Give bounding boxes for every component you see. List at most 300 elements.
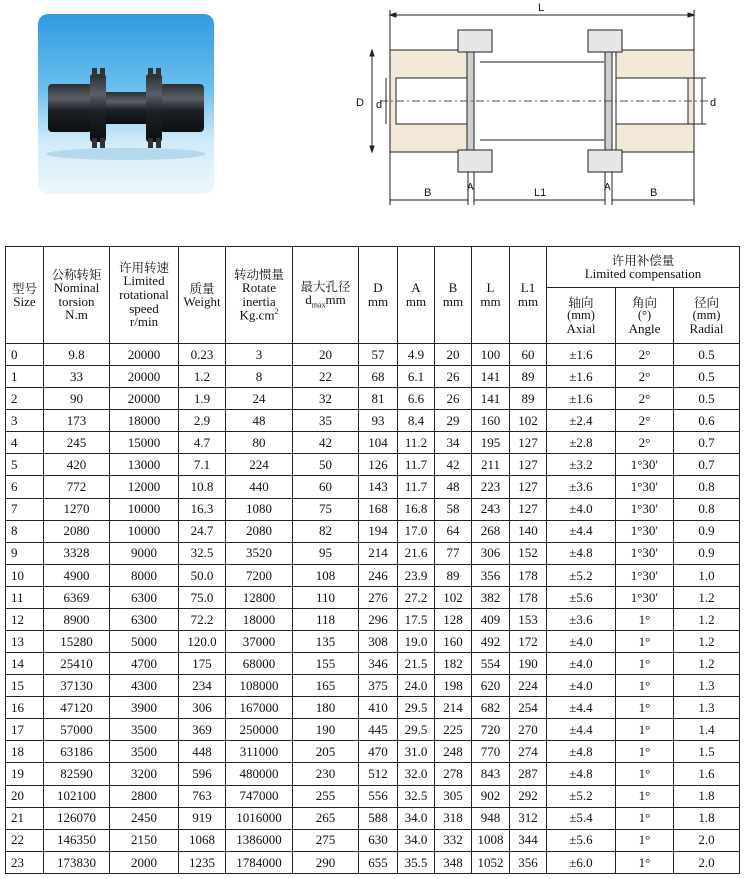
table-cell: 3520 xyxy=(226,542,293,564)
table-cell: 588 xyxy=(359,807,398,829)
table-cell: ±1.6 xyxy=(547,388,616,410)
table-cell: 224 xyxy=(510,675,547,697)
table-cell: ±4.0 xyxy=(547,653,616,675)
label-B-right: B xyxy=(650,187,658,199)
table-row xyxy=(6,785,740,807)
table-cell: 5 xyxy=(6,454,44,476)
table-cell: 29.5 xyxy=(398,697,435,719)
table-cell: 7.1 xyxy=(179,454,226,476)
table-row xyxy=(6,366,740,388)
table-cell: 34 xyxy=(435,432,472,454)
table-cell: 16.3 xyxy=(179,498,226,520)
table-cell: 4900 xyxy=(44,564,110,586)
table-cell: 81 xyxy=(359,388,398,410)
table-cell: 369 xyxy=(179,719,226,741)
table-cell: 172 xyxy=(510,631,547,653)
table-cell: 64 xyxy=(435,520,472,542)
table-cell: 620 xyxy=(472,675,510,697)
table-cell: 29 xyxy=(435,410,472,432)
table-cell: 470 xyxy=(359,741,398,763)
table-cell: 32 xyxy=(293,388,359,410)
table-cell: 16.8 xyxy=(398,498,435,520)
table-cell: 127 xyxy=(510,454,547,476)
table-cell: ±6.0 xyxy=(547,851,616,873)
table-row xyxy=(6,675,740,697)
table-cell: 48 xyxy=(435,476,472,498)
table-cell: 178 xyxy=(510,564,547,586)
table-cell: ±4.8 xyxy=(547,542,616,564)
table-cell: 120.0 xyxy=(179,631,226,653)
table-cell: 35 xyxy=(293,410,359,432)
table-cell: 27.2 xyxy=(398,586,435,608)
table-cell: 2.9 xyxy=(179,410,226,432)
table-cell: 195 xyxy=(472,432,510,454)
table-cell: 2000 xyxy=(110,851,179,873)
table-cell: 48 xyxy=(226,410,293,432)
table-cell: 34.0 xyxy=(398,829,435,851)
table-cell: 13000 xyxy=(110,454,179,476)
table-cell: 32.5 xyxy=(398,785,435,807)
table-cell: 556 xyxy=(359,785,398,807)
table-cell: ±3.6 xyxy=(547,476,616,498)
table-cell: 332 xyxy=(435,829,472,851)
table-cell: 33 xyxy=(44,366,110,388)
table-cell: 3328 xyxy=(44,542,110,564)
table-cell: 292 xyxy=(510,785,547,807)
table-cell: 902 xyxy=(472,785,510,807)
table-cell: ±4.4 xyxy=(547,697,616,719)
table-cell: ±4.4 xyxy=(547,719,616,741)
table-cell: 68000 xyxy=(226,653,293,675)
table-cell: 57 xyxy=(359,344,398,366)
table-cell: 127 xyxy=(510,476,547,498)
table-cell: 1080 xyxy=(226,498,293,520)
table-cell: 0.5 xyxy=(674,388,740,410)
table-cell: 20 xyxy=(6,785,44,807)
table-row xyxy=(6,807,740,829)
header-bore: 最大孔径 $d_{max}mm$ xyxy=(293,247,359,344)
table-cell: 1° xyxy=(616,785,674,807)
table-cell: 23 xyxy=(6,851,44,873)
table-row xyxy=(6,586,740,608)
table-cell: 3500 xyxy=(110,741,179,763)
label-A-right: A xyxy=(604,182,611,193)
table-cell: 448 xyxy=(179,741,226,763)
table-row xyxy=(6,432,740,454)
table-cell: 1.2 xyxy=(179,366,226,388)
table-cell: 3 xyxy=(226,344,293,366)
table-row xyxy=(6,741,740,763)
table-cell: 275 xyxy=(293,829,359,851)
table-cell: 8 xyxy=(226,366,293,388)
table-cell: 80 xyxy=(226,432,293,454)
table-cell: 843 xyxy=(472,763,510,785)
table-cell: 89 xyxy=(510,388,547,410)
table-cell: 31.0 xyxy=(398,741,435,763)
table-cell: 77 xyxy=(435,542,472,564)
table-cell: 1.4 xyxy=(674,719,740,741)
table-cell: 126070 xyxy=(44,807,110,829)
table-cell: 1°30′ xyxy=(616,564,674,586)
table-cell: 2° xyxy=(616,388,674,410)
table-cell: 173 xyxy=(44,410,110,432)
table-cell: 21.6 xyxy=(398,542,435,564)
table-cell: 492 xyxy=(472,631,510,653)
table-cell: 160 xyxy=(435,631,472,653)
table-cell: 382 xyxy=(472,586,510,608)
header-angle: 角向 (°) Angle xyxy=(616,288,674,344)
table-cell: 655 xyxy=(359,851,398,873)
table-cell: 26 xyxy=(435,388,472,410)
table-cell: 306 xyxy=(179,697,226,719)
table-cell: 3500 xyxy=(110,719,179,741)
table-row xyxy=(6,608,740,630)
table-cell: 1° xyxy=(616,829,674,851)
table-row xyxy=(6,498,740,520)
table-cell: 0.23 xyxy=(179,344,226,366)
table-cell: 1.9 xyxy=(179,388,226,410)
table-cell: 32.5 xyxy=(179,542,226,564)
table-cell: 9 xyxy=(6,542,44,564)
table-cell: 480000 xyxy=(226,763,293,785)
table-cell: ±4.0 xyxy=(547,498,616,520)
table-cell: 50.0 xyxy=(179,564,226,586)
table-cell: 747000 xyxy=(226,785,293,807)
table-cell: 50 xyxy=(293,454,359,476)
table-row xyxy=(6,631,740,653)
table-cell: 1° xyxy=(616,653,674,675)
table-cell: 8 xyxy=(6,520,44,542)
table-cell: 1° xyxy=(616,763,674,785)
table-cell: ±2.8 xyxy=(547,432,616,454)
table-cell: 308 xyxy=(359,631,398,653)
table-cell: 194 xyxy=(359,520,398,542)
table-cell: 224 xyxy=(226,454,293,476)
spec-table xyxy=(5,246,740,874)
table-cell: 102 xyxy=(510,410,547,432)
table-cell: 223 xyxy=(472,476,510,498)
header-B: B mm xyxy=(435,247,472,344)
table-cell: 2.0 xyxy=(674,829,740,851)
table-cell: 720 xyxy=(472,719,510,741)
table-cell: 3200 xyxy=(110,763,179,785)
table-cell: 4 xyxy=(6,432,44,454)
table-cell: 182 xyxy=(435,653,472,675)
table-cell: 190 xyxy=(510,653,547,675)
table-cell: 1.2 xyxy=(674,631,740,653)
table-body xyxy=(6,344,740,874)
table-cell: ±5.2 xyxy=(547,785,616,807)
table-cell: 230 xyxy=(293,763,359,785)
table-cell: 90 xyxy=(44,388,110,410)
table-cell: 18 xyxy=(6,741,44,763)
table-cell: 20000 xyxy=(110,366,179,388)
table-cell: 89 xyxy=(435,564,472,586)
table-cell: 8.4 xyxy=(398,410,435,432)
table-cell: 4.7 xyxy=(179,432,226,454)
table-cell: 17.0 xyxy=(398,520,435,542)
table-cell: 420 xyxy=(44,454,110,476)
table-cell: 165 xyxy=(293,675,359,697)
table-cell: 2800 xyxy=(110,785,179,807)
table-cell: 20000 xyxy=(110,344,179,366)
table-cell: 22 xyxy=(6,829,44,851)
table-cell: ±4.8 xyxy=(547,763,616,785)
table-cell: 1° xyxy=(616,741,674,763)
table-row xyxy=(6,829,740,851)
table-cell: 11.7 xyxy=(398,476,435,498)
table-cell: 20000 xyxy=(110,388,179,410)
table-cell: 17 xyxy=(6,719,44,741)
table-cell: 126 xyxy=(359,454,398,476)
table-cell: 24.0 xyxy=(398,675,435,697)
coupling-image xyxy=(38,14,214,194)
table-cell: 255 xyxy=(293,785,359,807)
table-cell: 1.2 xyxy=(674,608,740,630)
table-cell: 1° xyxy=(616,608,674,630)
label-L1: L1 xyxy=(534,187,547,199)
table-cell: 23.9 xyxy=(398,564,435,586)
table-cell: 274 xyxy=(510,741,547,763)
header-radial: 径向 (mm) Radial xyxy=(674,288,740,344)
table-cell: 168 xyxy=(359,498,398,520)
table-cell: 348 xyxy=(435,851,472,873)
table-cell: 110 xyxy=(293,586,359,608)
table-cell: 0 xyxy=(6,344,44,366)
table-cell: 8900 xyxy=(44,608,110,630)
header-axial: 轴向 (mm) Axial xyxy=(547,288,616,344)
table-cell: 11 xyxy=(6,586,44,608)
table-cell: 0.5 xyxy=(674,366,740,388)
table-cell: 20 xyxy=(435,344,472,366)
table-cell: 6 xyxy=(6,476,44,498)
table-cell: 102 xyxy=(435,586,472,608)
table-cell: 72.2 xyxy=(179,608,226,630)
table-cell: 512 xyxy=(359,763,398,785)
table-cell: 311000 xyxy=(226,741,293,763)
table-cell: ±4.8 xyxy=(547,741,616,763)
table-cell: ±4.0 xyxy=(547,631,616,653)
table-cell: 141 xyxy=(472,366,510,388)
table-cell: 225 xyxy=(435,719,472,741)
table-cell: 12800 xyxy=(226,586,293,608)
table-cell: 1784000 xyxy=(226,851,293,873)
table-cell: 63186 xyxy=(44,741,110,763)
table-cell: 630 xyxy=(359,829,398,851)
table-cell: 9000 xyxy=(110,542,179,564)
header-compensation: 许用补偿量 Limited compensation xyxy=(547,247,740,288)
table-cell: 60 xyxy=(510,344,547,366)
table-cell: 2150 xyxy=(110,829,179,851)
table-cell: 37000 xyxy=(226,631,293,653)
table-cell: 118 xyxy=(293,608,359,630)
table-cell: 7200 xyxy=(226,564,293,586)
table-cell: 10000 xyxy=(110,520,179,542)
table-cell: 12 xyxy=(6,608,44,630)
table-cell: 60 xyxy=(293,476,359,498)
table-cell: 276 xyxy=(359,586,398,608)
table-cell: 682 xyxy=(472,697,510,719)
table-row xyxy=(6,454,740,476)
table-cell: 287 xyxy=(510,763,547,785)
table-cell: 190 xyxy=(293,719,359,741)
table-cell: 270 xyxy=(510,719,547,741)
header-A: A mm xyxy=(398,247,435,344)
table-cell: 772 xyxy=(44,476,110,498)
table-cell: 1.2 xyxy=(674,586,740,608)
table-row xyxy=(6,542,740,564)
table-cell: 11.2 xyxy=(398,432,435,454)
table-cell: 1052 xyxy=(472,851,510,873)
table-cell: 440 xyxy=(226,476,293,498)
table-cell: 1.5 xyxy=(674,741,740,763)
table-cell: 42 xyxy=(293,432,359,454)
table-cell: 100 xyxy=(472,344,510,366)
table-cell: 410 xyxy=(359,697,398,719)
table-cell: 10000 xyxy=(110,498,179,520)
table-cell: 37130 xyxy=(44,675,110,697)
table-cell: 75.0 xyxy=(179,586,226,608)
table-cell: 198 xyxy=(435,675,472,697)
table-cell: 6369 xyxy=(44,586,110,608)
table-cell: 11.7 xyxy=(398,454,435,476)
table-row xyxy=(6,344,740,366)
table-cell: 0.8 xyxy=(674,476,740,498)
table-cell: 21 xyxy=(6,807,44,829)
table-cell: 13 xyxy=(6,631,44,653)
table-cell: 34.0 xyxy=(398,807,435,829)
table-cell: 306 xyxy=(472,542,510,564)
header-D: D mm xyxy=(359,247,398,344)
table-row xyxy=(6,410,740,432)
table-cell: 1°30′ xyxy=(616,454,674,476)
table-cell: 57000 xyxy=(44,719,110,741)
table-cell: 19 xyxy=(6,763,44,785)
table-cell: 1 xyxy=(6,366,44,388)
table-cell: 152 xyxy=(510,542,547,564)
table-cell: 596 xyxy=(179,763,226,785)
table-cell: 1.2 xyxy=(674,653,740,675)
table-cell: 89 xyxy=(510,366,547,388)
label-d-right: d xyxy=(710,97,717,109)
table-cell: 1°30′ xyxy=(616,542,674,564)
table-cell: 1.6 xyxy=(674,763,740,785)
table-cell: 1270 xyxy=(44,498,110,520)
table-cell: 17.5 xyxy=(398,608,435,630)
table-cell: 127 xyxy=(510,432,547,454)
table-cell: 1° xyxy=(616,719,674,741)
table-cell: 296 xyxy=(359,608,398,630)
table-cell: 25410 xyxy=(44,653,110,675)
table-cell: 3900 xyxy=(110,697,179,719)
table-cell: 140 xyxy=(510,520,547,542)
table-cell: 1016000 xyxy=(226,807,293,829)
table-cell: 7 xyxy=(6,498,44,520)
table-cell: ±5.2 xyxy=(547,564,616,586)
table-cell: 108000 xyxy=(226,675,293,697)
table-cell: 0.6 xyxy=(674,410,740,432)
label-L: L xyxy=(538,2,545,14)
table-cell: 245 xyxy=(44,432,110,454)
table-cell: 1.8 xyxy=(674,785,740,807)
table-cell: ±1.6 xyxy=(547,344,616,366)
table-cell: 1°30′ xyxy=(616,520,674,542)
table-cell: ±2.4 xyxy=(547,410,616,432)
table-cell: 12000 xyxy=(110,476,179,498)
table-cell: 10 xyxy=(6,564,44,586)
table-cell: 1.0 xyxy=(674,564,740,586)
table-cell: 4.9 xyxy=(398,344,435,366)
table-cell: 278 xyxy=(435,763,472,785)
table-cell: ±5.6 xyxy=(547,586,616,608)
table-cell: 205 xyxy=(293,741,359,763)
table-cell: 58 xyxy=(435,498,472,520)
header-L: L mm xyxy=(472,247,510,344)
table-cell: 346 xyxy=(359,653,398,675)
label-d-left: d xyxy=(376,99,383,111)
table-cell: 82 xyxy=(293,520,359,542)
table-cell: 2080 xyxy=(44,520,110,542)
table-cell: 948 xyxy=(472,807,510,829)
table-cell: 180 xyxy=(293,697,359,719)
table-cell: ±1.6 xyxy=(547,366,616,388)
table-row xyxy=(6,520,740,542)
table-cell: 0.7 xyxy=(674,432,740,454)
table-row xyxy=(6,719,740,741)
table-cell: 128 xyxy=(435,608,472,630)
table-cell: 18000 xyxy=(110,410,179,432)
table-cell: ±4.4 xyxy=(547,520,616,542)
table-cell: 4300 xyxy=(110,675,179,697)
table-cell: 6.6 xyxy=(398,388,435,410)
table-cell: 305 xyxy=(435,785,472,807)
table-cell: 15 xyxy=(6,675,44,697)
table-cell: 24 xyxy=(226,388,293,410)
table-cell: 1.3 xyxy=(674,675,740,697)
table-cell: 268 xyxy=(472,520,510,542)
table-cell: 175 xyxy=(179,653,226,675)
table-cell: 214 xyxy=(435,697,472,719)
table-cell: 254 xyxy=(510,697,547,719)
table-cell: 146350 xyxy=(44,829,110,851)
table-cell: 2° xyxy=(616,410,674,432)
table-cell: 10.8 xyxy=(179,476,226,498)
table-cell: 0.9 xyxy=(674,542,740,564)
table-cell: 20 xyxy=(293,344,359,366)
table-cell: 6.1 xyxy=(398,366,435,388)
table-cell: 82590 xyxy=(44,763,110,785)
table-cell: 2 xyxy=(6,388,44,410)
table-cell: 16 xyxy=(6,697,44,719)
table-cell: 4700 xyxy=(110,653,179,675)
table-cell: 0.5 xyxy=(674,344,740,366)
table-cell: 47120 xyxy=(44,697,110,719)
table-row xyxy=(6,851,740,873)
table-cell: 6300 xyxy=(110,608,179,630)
table-cell: ±3.2 xyxy=(547,454,616,476)
table-cell: 919 xyxy=(179,807,226,829)
table-cell: 290 xyxy=(293,851,359,873)
table-cell: 18000 xyxy=(226,608,293,630)
table-cell: 1386000 xyxy=(226,829,293,851)
table-cell: 75 xyxy=(293,498,359,520)
table-cell: 3 xyxy=(6,410,44,432)
table-cell: 93 xyxy=(359,410,398,432)
table-cell: 108 xyxy=(293,564,359,586)
table-cell: ±3.6 xyxy=(547,608,616,630)
table-cell: 356 xyxy=(472,564,510,586)
table-cell: 167000 xyxy=(226,697,293,719)
